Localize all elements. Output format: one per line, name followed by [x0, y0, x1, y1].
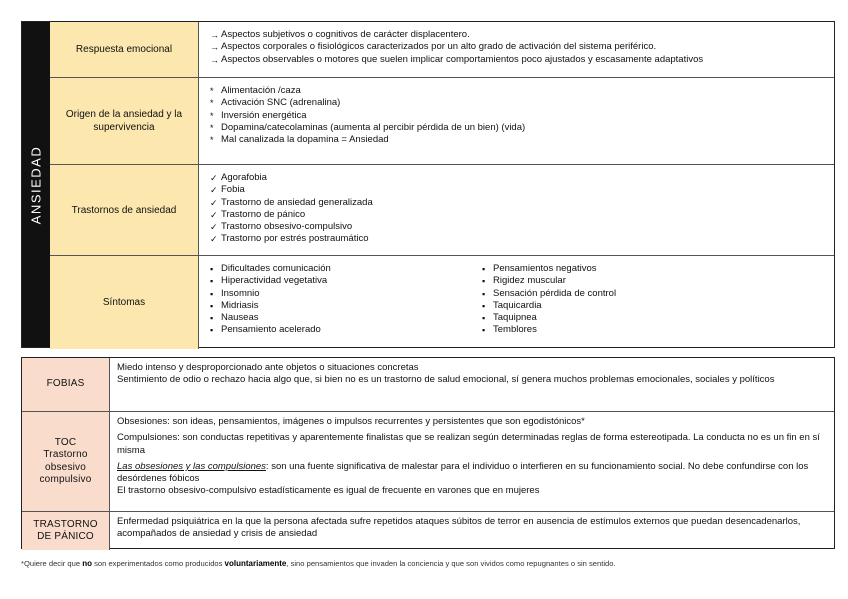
- square-bullet-icon: ▪: [210, 300, 214, 311]
- square-bullet-icon: ▪: [482, 325, 486, 336]
- list-item: ▪ Taquipnea: [482, 312, 537, 324]
- square-bullet-icon: ▪: [482, 313, 486, 324]
- list-item: * Inversión energética: [210, 109, 307, 121]
- row-trastornos-ansiedad: [50, 165, 834, 256]
- row-label: Respuesta emocional: [50, 22, 199, 77]
- row-label: Origen de la ansiedad y la supervivencia: [50, 78, 199, 164]
- ansiedad-side-label: ANSIEDAD: [28, 145, 44, 224]
- list-item: * Dopamina/catecolaminas (aumenta al percibir pérdida de un bien) (vida): [210, 121, 526, 133]
- list-item: ▪ Pensamiento acelerado: [210, 324, 321, 336]
- row-label: Trastornos de ansiedad: [50, 165, 199, 255]
- list-item: ▪ Dificultades comunicación: [210, 263, 331, 274]
- list-item: ▪ Temblores: [482, 324, 537, 336]
- list-item: ▪ Nauseas: [210, 312, 259, 324]
- row-content: [200, 78, 834, 164]
- arrow-icon: →: [210, 30, 219, 40]
- row-content: [200, 165, 834, 255]
- row-sintomas: [50, 256, 834, 349]
- row-label: FOBIAS: [22, 358, 110, 411]
- list-item: ✓ Agorafobia: [210, 172, 267, 183]
- list-item: * Alimentación /caza: [210, 85, 301, 96]
- square-bullet-icon: ▪: [482, 276, 486, 287]
- checkmark-icon: ✓: [210, 222, 218, 233]
- ansiedad-table: [21, 21, 835, 348]
- row-trastorno-panico: [22, 512, 834, 550]
- list-item: ▪ Insomnio: [210, 287, 260, 299]
- row-content: [200, 22, 834, 77]
- list-item: * Mal canalizada la dopamina = Ansiedad: [210, 134, 389, 146]
- list-item: ▪ Rigidez muscular: [482, 275, 566, 287]
- arrow-icon: →: [210, 54, 219, 65]
- square-bullet-icon: ▪: [210, 288, 214, 299]
- checkmark-icon: ✓: [210, 173, 218, 183]
- asterisk-icon: *: [210, 86, 214, 96]
- asterisk-icon: *: [210, 122, 214, 133]
- row-content: Miedo intenso y desproporcionado ante objetos o situaciones concretas Sentimiento de odio o rechazo hacia algo que, si bien no es un trastorno de salud emocional, sí genera muchos problemas emocionales, sociales y políticos: [117, 362, 775, 386]
- square-bullet-icon: ▪: [482, 300, 486, 311]
- checkmark-icon: ✓: [210, 234, 218, 245]
- list-item: ▪ Midriasis: [210, 299, 259, 311]
- row-label: TRASTORNO DE PÁNICO: [22, 512, 110, 550]
- list-item: ▪ Taquicardia: [482, 299, 542, 311]
- sintomas-right-column: [482, 263, 754, 337]
- obsesiones-text: Obsesiones: son ideas, pensamientos, imágenes o impulsos recurrentes y persistentes que son egodistónicos*: [117, 416, 585, 427]
- list-item: ✓ Trastorno por estrés postraumático: [210, 233, 369, 245]
- checkmark-icon: ✓: [210, 209, 218, 220]
- row-respuesta-emocional: [50, 22, 834, 78]
- row-label: Síntomas: [50, 256, 199, 349]
- list-item: ✓ Trastorno de ansiedad generalizada: [210, 196, 373, 208]
- list-item: → Aspectos observables o motores que suelen implicar comportamientos poco ajustados y escasamente adaptativos: [210, 53, 704, 65]
- trastornos-table: [21, 357, 835, 549]
- row-label: TOC Trastorno obsesivo compulsivo: [22, 412, 110, 511]
- asterisk-icon: *: [210, 98, 214, 109]
- square-bullet-icon: ▪: [210, 264, 214, 274]
- checkmark-icon: ✓: [210, 185, 218, 196]
- list-item: ✓ Fobia: [210, 184, 245, 196]
- square-bullet-icon: ▪: [482, 264, 486, 274]
- list-item: ▪ Pensamientos negativos: [482, 263, 597, 274]
- list-item: * Activación SNC (adrenalina): [210, 97, 341, 109]
- row-origen-ansiedad: [50, 78, 834, 165]
- list-item: ✓ Trastorno obsesivo-compulsivo: [210, 221, 353, 233]
- square-bullet-icon: ▪: [210, 313, 214, 324]
- malestar-text: Las obsesiones y las compulsiones: son una fuente significativa de malestar para el individuo o interfieren en su funcionamiento social. No debe confundirse con los desórdenes fóbicos El trastorno obsesivo-compulsivo estadísticamente es igual de frecuente en varones que en mujeres: [117, 460, 809, 497]
- checkmark-icon: ✓: [210, 197, 218, 208]
- list-item: → Aspectos subjetivos o cognitivos de carácter displacentero.: [210, 29, 470, 40]
- row-content: [111, 412, 834, 511]
- list-item: ▪ Hiperactividad vegetativa: [210, 275, 328, 287]
- ansiedad-side-label-cell: [22, 22, 50, 347]
- square-bullet-icon: ▪: [210, 276, 214, 287]
- row-content: [200, 256, 834, 349]
- footnote: *Quiere decir que no son experimentados como producidos voluntariamente, sino pensamientos que invaden la conciencia y que son vividos como repugnantes o sin sentido.: [21, 559, 616, 568]
- compulsiones-text: Compulsiones: son conductas repetitivas y aparentemente finalistas que se realizan según determinadas reglas de forma estereotipada. La conducta no es un fin en sí misma: [117, 432, 820, 456]
- list-item: → Aspectos corporales o fisiológicos caracterizados por un alto grado de activación del sistema periférico.: [210, 41, 657, 53]
- square-bullet-icon: ▪: [482, 288, 486, 299]
- list-item: ▪ Sensación pérdida de control: [482, 287, 617, 299]
- asterisk-icon: *: [210, 110, 214, 121]
- arrow-icon: →: [210, 42, 219, 53]
- sintomas-left-column: [210, 263, 482, 337]
- row-content: Enfermedad psiquiátrica en la que la persona afectada sufre repetidos ataques súbitos de terror en ausencia de estímulos externos que puedan desencadenarlos, acompañados de ansiedad y crisis de ansiedad: [117, 516, 801, 540]
- row-fobias: [22, 358, 834, 412]
- asterisk-icon: *: [210, 135, 214, 146]
- row-toc: [22, 412, 834, 512]
- square-bullet-icon: ▪: [210, 325, 214, 336]
- list-item: ✓ Trastorno de pánico: [210, 208, 306, 220]
